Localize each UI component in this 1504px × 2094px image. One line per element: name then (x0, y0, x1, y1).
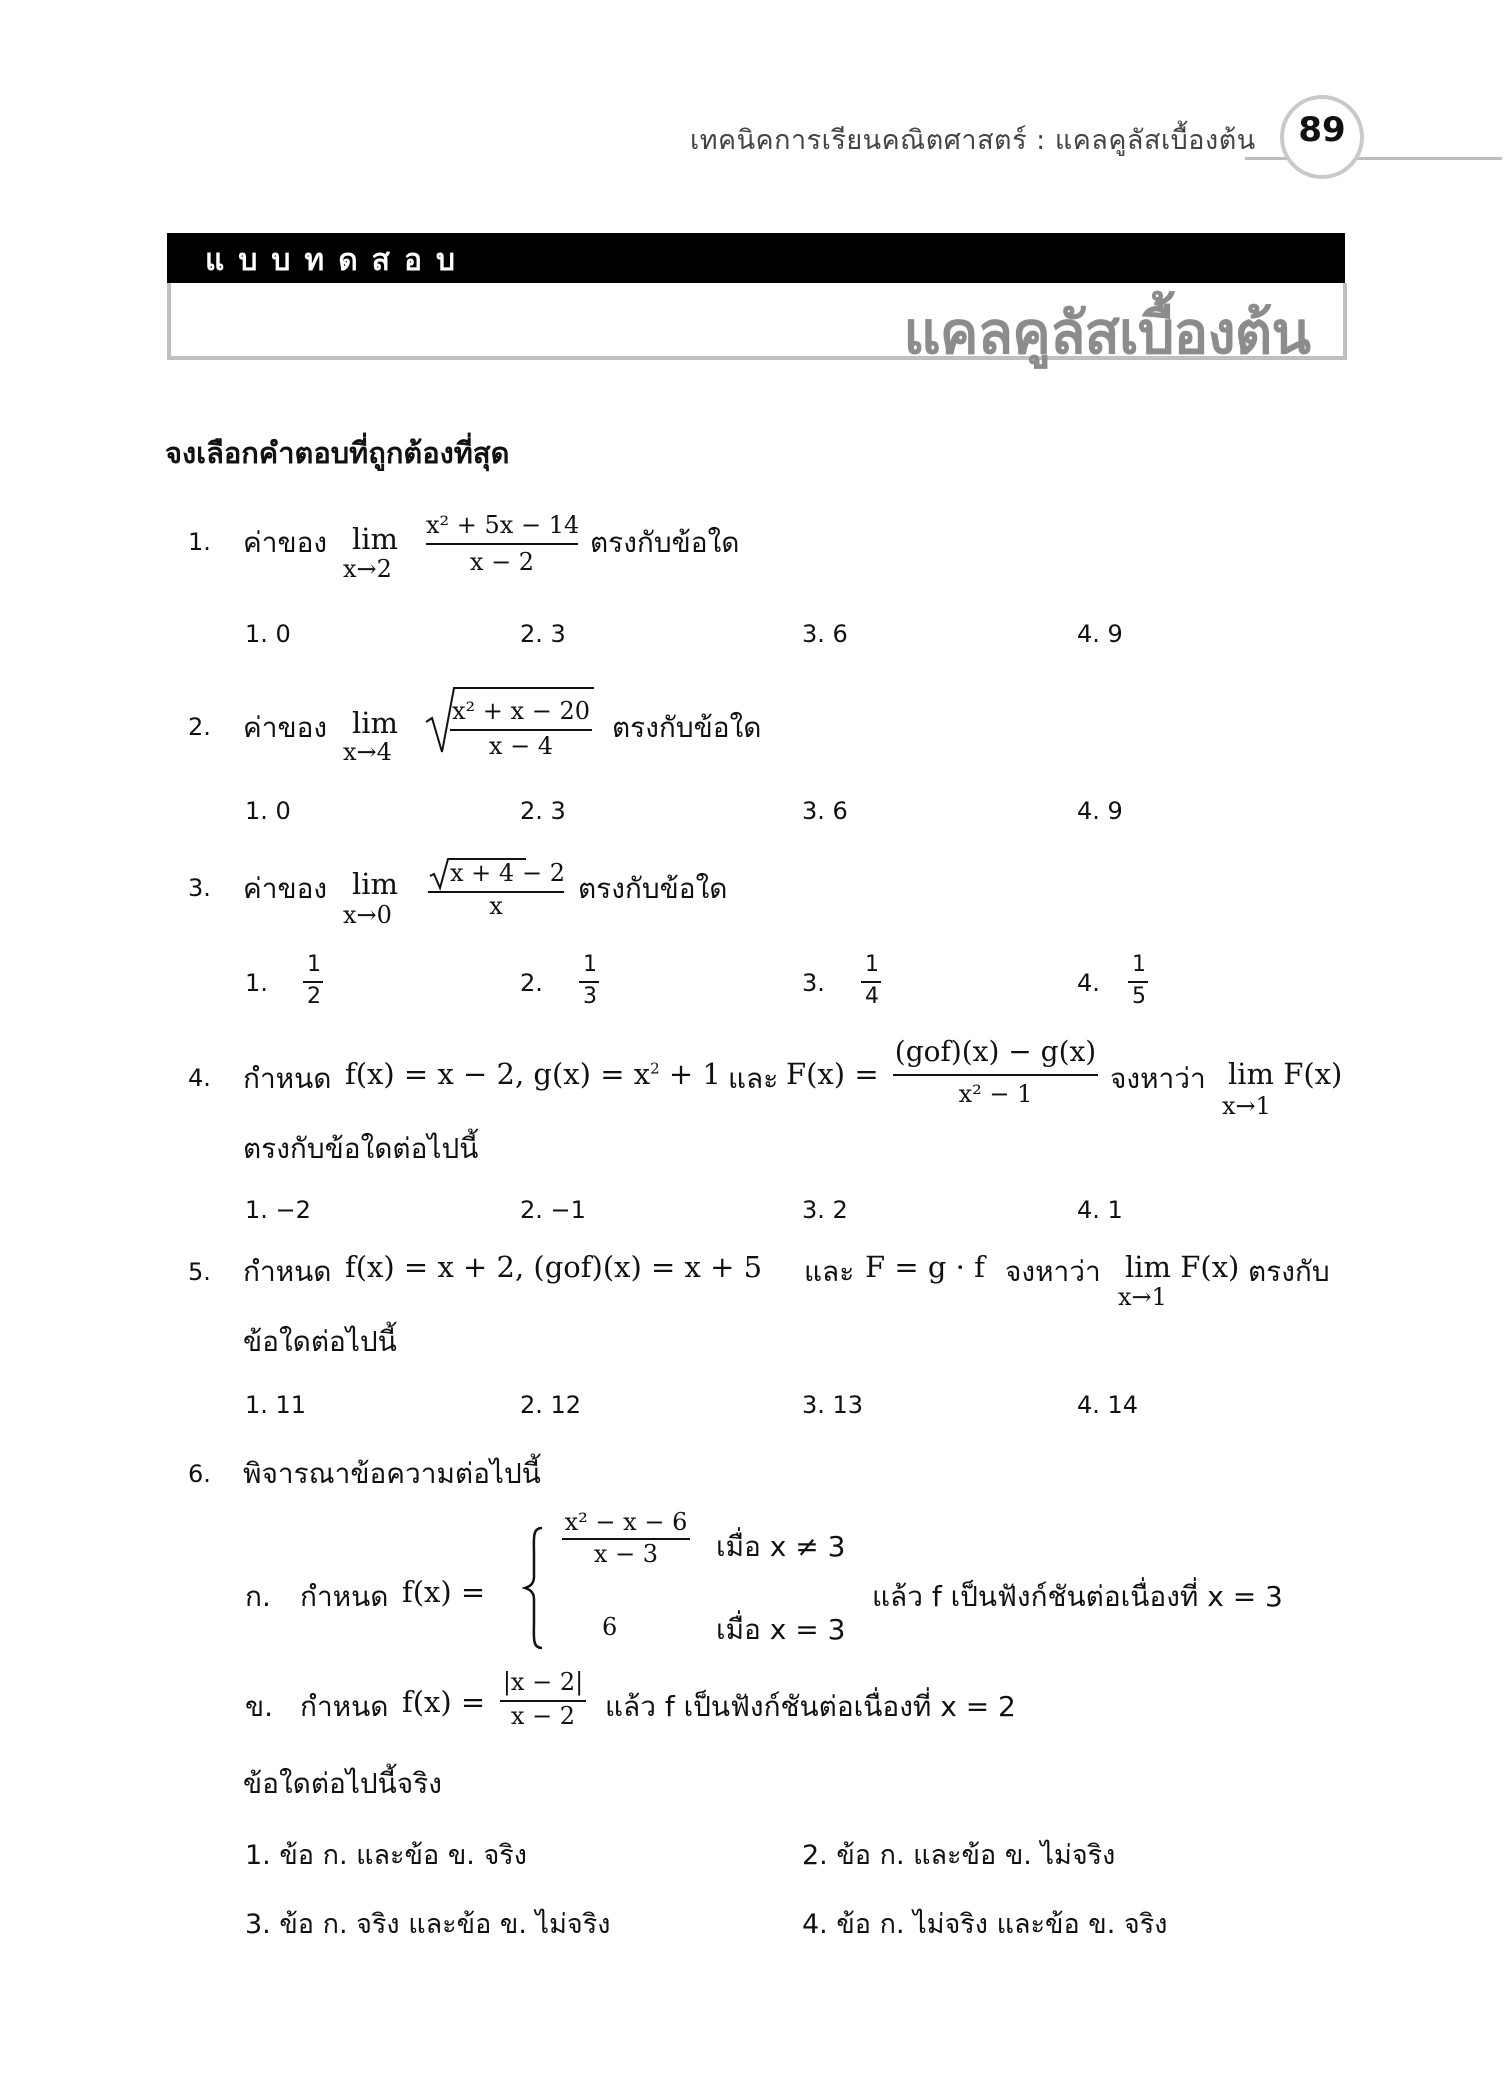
option-3[interactable]: 3. 6 (802, 797, 848, 825)
fraction-bar (426, 543, 578, 545)
math-expression: f(x) = x + 2, (gof)(x) = x + 5 (345, 1250, 763, 1284)
statement-b-conclusion: แล้ว f เป็นฟังก์ชันต่อเนื่องที่ x = 2 (605, 1690, 1016, 1723)
option-3-numerator: 1 (865, 952, 879, 977)
option-4[interactable]: 4. 9 (1077, 797, 1123, 825)
question-number: 2. (188, 713, 211, 741)
math-expression: F = g · f (865, 1250, 985, 1284)
option-2[interactable]: 2. 12 (520, 1391, 582, 1419)
question-suffix: ตรงกับข้อใด (590, 526, 740, 559)
option-3[interactable]: 3. 6 (802, 620, 848, 648)
math-expression (345, 1057, 721, 1091)
option-3-bar (861, 981, 881, 983)
question-number: 3. (188, 874, 211, 902)
question-text: กำหนด (243, 1062, 332, 1095)
question-text: จงหาว่า (1005, 1255, 1101, 1288)
question-text-line2: ข้อใดต่อไปนี้ (243, 1325, 397, 1358)
statement-b-denominator: x − 2 (510, 1702, 576, 1730)
lim-expression: lim F(x) (1125, 1250, 1240, 1284)
statement-b-numerator: |x − 2| (502, 1668, 584, 1696)
lim-subscript: x→0 (343, 901, 392, 929)
fraction-denominator: x − 2 (469, 548, 535, 576)
statement-a-define: กำหนด (300, 1580, 389, 1613)
fraction-numerator: x² + x − 20 (452, 697, 590, 725)
question-text: และ (804, 1255, 855, 1288)
option-3[interactable]: 3. 13 (802, 1391, 864, 1419)
question-prefix: ค่าของ (243, 711, 328, 744)
statement-a-function: f(x) = (402, 1575, 486, 1609)
option-4[interactable]: 4. ข้อ ก. ไม่จริง และข้อ ข. จริง (802, 1909, 1168, 1940)
header-rule (1245, 157, 1502, 160)
fraction-denominator: x (489, 892, 503, 920)
case-2-condition: เมื่อ x = 3 (716, 1613, 846, 1646)
option-3-denominator: 4 (865, 984, 879, 1009)
option-1[interactable]: 1. 11 (245, 1391, 307, 1419)
option-4-denominator: 5 (1132, 984, 1146, 1009)
option-1[interactable]: 1. −2 (245, 1196, 311, 1224)
title-small: แบบทดสอบ (205, 243, 470, 278)
page-number: 89 (1298, 110, 1346, 150)
question-text: กำหนด (243, 1255, 332, 1288)
option-1-numerator: 1 (307, 952, 321, 977)
question-prefix: ค่าของ (243, 526, 328, 559)
piecewise-brace (522, 1525, 546, 1651)
option-4[interactable]: 4. 1 (1077, 1196, 1123, 1224)
math-part: f(x) = x − 2, g(x) = x (345, 1057, 651, 1091)
statement-b-define: กำหนด (300, 1690, 389, 1723)
option-2[interactable]: 2. ข้อ ก. และข้อ ข. ไม่จริง (802, 1840, 1116, 1871)
lim-symbol: lim (352, 522, 399, 556)
option-3[interactable]: 3. 2 (802, 1196, 848, 1224)
option-2-denominator: 3 (583, 984, 597, 1009)
option-3[interactable]: 3. ข้อ ก. จริง และข้อ ข. ไม่จริง (245, 1909, 611, 1940)
instruction: จงเลือกคำตอบที่ถูกต้องที่สุด (165, 436, 510, 470)
option-1-number[interactable]: 1. (245, 969, 268, 997)
case-2-value: 6 (602, 1613, 618, 1641)
fraction-numerator: x² + 5x − 14 (426, 511, 580, 539)
statement-b-function: f(x) = (402, 1685, 486, 1719)
question-text-line2: ตรงกับข้อใดต่อไปนี้ (243, 1132, 479, 1165)
fraction-bar (450, 729, 592, 731)
option-1[interactable]: 1. 0 (245, 797, 291, 825)
lim-subscript: x→1 (1118, 1283, 1167, 1311)
option-1[interactable]: 1. 0 (245, 620, 291, 648)
option-4[interactable]: 4. 9 (1077, 620, 1123, 648)
fraction-bar (893, 1074, 1098, 1076)
case-1-numerator: x² − x − 6 (564, 1508, 688, 1536)
question-number: 5. (188, 1258, 211, 1286)
superscript: 2 (650, 1059, 660, 1078)
question-suffix: ตรงกับข้อใด (612, 711, 762, 744)
lim-expression: lim F(x) (1228, 1057, 1343, 1091)
option-1[interactable]: 1. ข้อ ก. และข้อ ข. จริง (245, 1840, 527, 1871)
lim-subscript: x→2 (343, 555, 392, 583)
lim-subscript: x→1 (1222, 1092, 1271, 1120)
question-number: 6. (188, 1460, 211, 1488)
option-4[interactable]: 4. 14 (1077, 1391, 1139, 1419)
fraction-numerator: (gof)(x) − g(x) (894, 1035, 1097, 1068)
option-1-bar (303, 981, 323, 983)
option-3-number[interactable]: 3. (802, 969, 825, 997)
case-1-condition: เมื่อ x ≠ 3 (716, 1530, 846, 1563)
question-number: 1. (188, 528, 211, 556)
question-prefix: ค่าของ (243, 872, 328, 905)
math-part: + 1 (659, 1057, 721, 1091)
question-text: และ (728, 1062, 779, 1095)
question-text: ตรงกับ (1248, 1255, 1330, 1288)
question-suffix: ตรงกับข้อใด (578, 872, 728, 905)
option-2[interactable]: 2. 3 (520, 620, 566, 648)
case-1-denominator: x − 3 (593, 1540, 659, 1568)
statement-a-conclusion: แล้ว f เป็นฟังก์ชันต่อเนื่องที่ x = 3 (872, 1580, 1283, 1613)
option-4-number[interactable]: 4. (1077, 969, 1100, 997)
fraction-denominator: x − 4 (488, 732, 554, 760)
lim-subscript: x→4 (343, 738, 392, 766)
option-2-numerator: 1 (583, 952, 597, 977)
running-title: เทคนิคการเรียนคณิตศาสตร์ : แคลคูลัสเบื้องต้น (690, 125, 1256, 156)
option-2[interactable]: 2. 3 (520, 797, 566, 825)
question-intro: พิจารณาข้อความต่อไปนี้ (243, 1457, 541, 1490)
option-2-bar (579, 981, 599, 983)
numerator-rest: − 2 (522, 859, 566, 887)
option-2[interactable]: 2. −1 (520, 1196, 586, 1224)
lim-symbol: lim (352, 706, 399, 740)
option-2-number[interactable]: 2. (520, 969, 543, 997)
option-4-bar (1128, 981, 1148, 983)
question-prompt: ข้อใดต่อไปนี้จริง (243, 1767, 442, 1800)
lim-symbol: lim (352, 867, 399, 901)
statement-b-label: ข. (245, 1690, 274, 1723)
fraction-denominator: x² − 1 (958, 1080, 1033, 1108)
question-text: จงหาว่า (1110, 1062, 1206, 1095)
option-4-numerator: 1 (1132, 952, 1146, 977)
root-radicand: x + 4 (450, 859, 515, 887)
question-number: 4. (188, 1064, 211, 1092)
chapter-title: แคลคูลัสเบื้องต้น (903, 299, 1310, 367)
option-1-denominator: 2 (307, 984, 321, 1009)
statement-a-label: ก. (245, 1580, 271, 1613)
math-expression: F(x) = (786, 1057, 879, 1091)
